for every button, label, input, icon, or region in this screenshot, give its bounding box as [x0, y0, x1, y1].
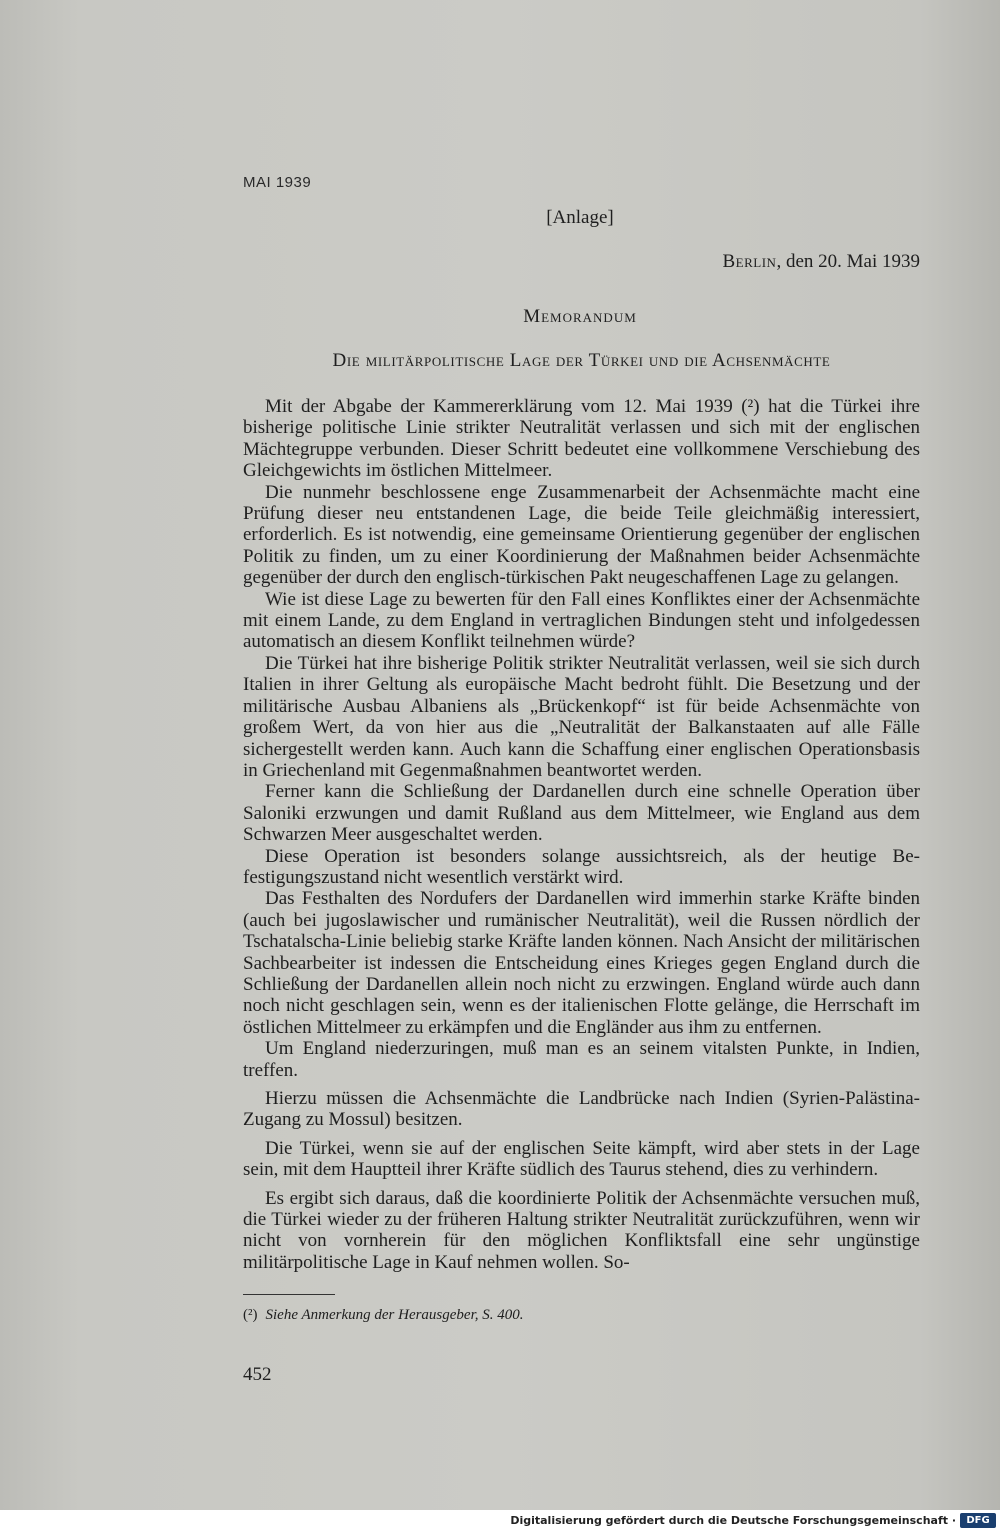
date-text: , den 20. Mai 1939 [776, 251, 920, 272]
place-date-line [723, 251, 921, 273]
memo-subtitle: Die militärpolitische Lage der Türkei und die Achsenmächte [332, 350, 831, 371]
page-number: 452 [243, 1364, 272, 1385]
dfg-logo: DFG [960, 1513, 996, 1528]
footnote-divider [243, 1294, 335, 1295]
paragraph-4: Die Türkei hat ihre bisherige Politik strikter Neutralität verlassen, weil sie sich durch Italien in ihrer Geltung als europäische Macht bedroht fühlt. Die Besetzung und der militärische Ausbau Albaniens als „Brückenkopf“ ist für beide Achsenmächte von großem Wert, da von hier aus die „Neutralität der Balkanstaaten auf alle Fälle sichergestellt werden kann. Auch kann die Schaffung einer englischen Operationsbasis in Griechenland mit Gegenmaßnahmen beantwortet werden. [243, 652, 920, 781]
memo-title: Memorandum [523, 306, 637, 327]
running-header-date: MAI 1939 [243, 174, 312, 191]
footnote-text: Siehe Anmerkung der Herausgeber, S. 400. [265, 1307, 524, 1323]
paragraph-9: Hierzu müssen die Achsenmächte die Landbrücke nach Indien (Syrien-Palästina-Zugang zu Mossul) besitzen. [243, 1088, 920, 1131]
paragraph-5: Ferner kann die Schließung der Dardanellen durch eine schnelle Operation über Saloniki erzwungen und damit Rußland aus dem Mittelmeer, wie England aus dem Schwarzen Meer ausgeschaltet werden. [243, 781, 920, 846]
paragraph-11: Es ergibt sich daraus, daß die koordinierte Politik der Achsenmächte versuchen muß, die Türkei wieder zu der früheren Haltung strikter Neutralität zurückzuführen, wenn wir nicht von vornherein für den möglichen Konfliktsfall eine sehr ungünstige militärpolitische Lage in Kauf nehmen wollen. So- [243, 1187, 920, 1273]
place-name: Berlin [722, 251, 777, 272]
footnote [243, 1307, 524, 1324]
paragraph-10: Die Türkei, wenn sie auf der englischen Seite kämpft, wird aber stets in der Lage sein, mit dem Hauptteil ihrer Kräfte südlich des Taurus stehend, dies zu verhindern. [243, 1137, 920, 1181]
funding-credit-text: Digitalisierung gefördert durch die Deutsche Forschungsgemeinschaft · [510, 1514, 956, 1527]
footnote-marker: (²) [243, 1307, 258, 1323]
paragraph-2: Die nunmehr beschlossene enge Zusammenarbeit der Achsenmächte macht eine Prüfung dieser neu entstandenen Lage, die beide Teile gleichmäßig interessiert, erforderlich. Es ist notwendig, eine gemeinsame Orientierung gegenüber der englischen Politik zu finden, um zu einer Koordinierung der Maßnahmen beider Achsenmächte gegenüber der durch den englisch-türkischen Pakt neugeschaffenen Lage zu gelangen. [243, 481, 920, 589]
annex-label: [Anlage] [546, 207, 614, 228]
paragraph-1: Mit der Abgabe der Kammererklärung vom 12. Mai 1939 (²) hat die Türkei ihre bisherige politische Linie strikter Neutralität verlassen und sich mit der englischen Mächtegruppe verbunden. Dieser Schritt bedeutet eine vollkommene Verschiebung des Gleichgewichts im östlichen Mittelmeer. [243, 396, 920, 482]
paragraph-7: Das Festhalten des Nordufers der Dardanellen wird immerhin starke Kräfte binden (auch bei jugoslawischer und rumänischer Neutralität), weil die Russen nördlich der Tschatalscha-Linie beliebig starke Kräfte landen können. Nach Ansicht der militärischen Sachbearbeiter ist indessen die Entscheidung eines Krieges gegen England durch die Schließung der Dardanellen allein noch nicht zu erzwingen. England würde auch dann noch nicht geschlagen sein, wenn es der italienischen Flotte gelänge, die Herrschaft im östlichen Mittelmeer zu erkämpfen und die Engländer aus ihm zu entfernen. [243, 888, 920, 1038]
paragraph-6: Diese Operation ist besonders solange aussichtsreich, als der heutige Befestigungszustand nicht wesentlich verstärkt wird. [243, 845, 920, 888]
paragraph-3: Wie ist diese Lage zu bewerten für den Fall eines Konfliktes einer der Achsenmächte mit einem Lande, zu dem England in vertraglichen Bindungen steht und infolgedessen automatisch an diesem Konflikt teilnehmen würde? [243, 588, 920, 653]
memo-body [243, 396, 920, 1273]
paragraph-8: Um England niederzuringen, muß man es an seinem vitalsten Punkte, in Indien, treffen. [243, 1038, 920, 1081]
digitization-footer-bar [0, 1510, 1000, 1532]
